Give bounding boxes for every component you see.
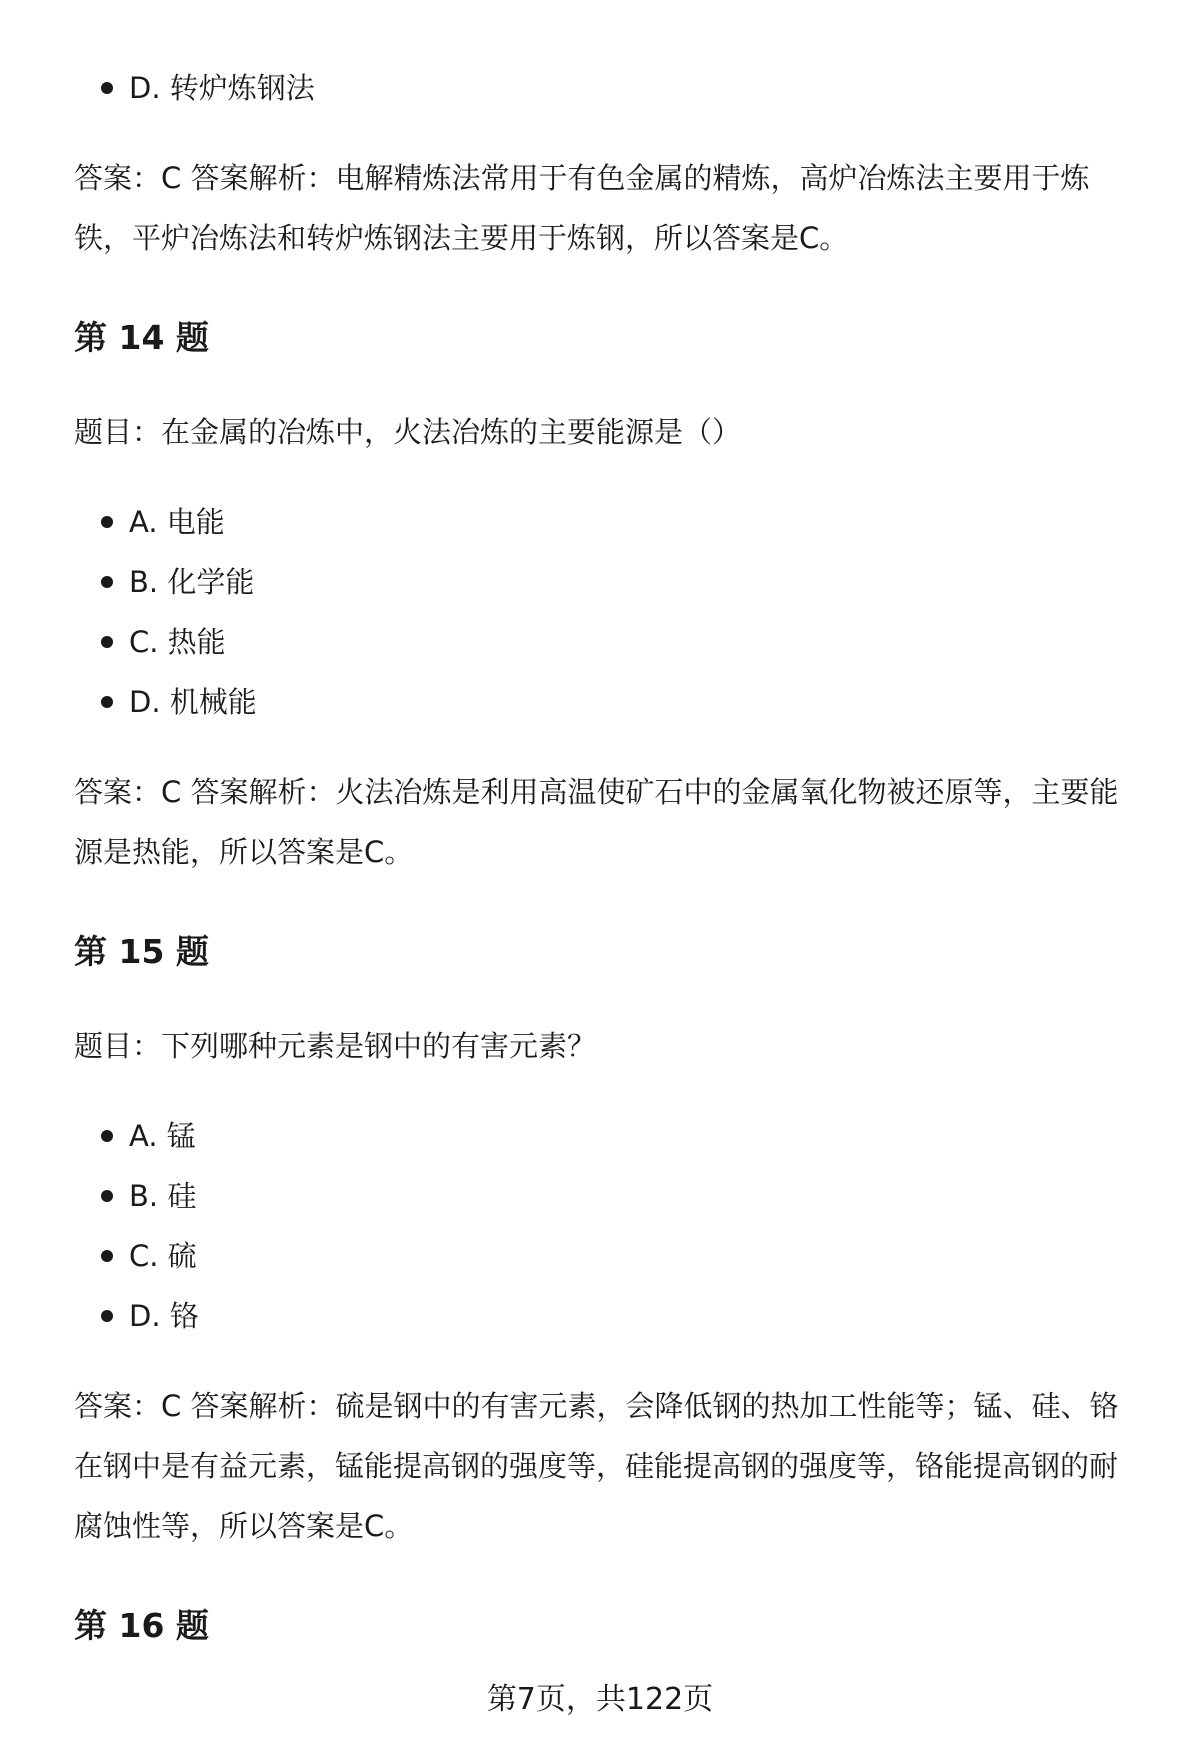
q15-option-c: C. 硫 <box>74 1226 1144 1286</box>
q14-option-c: C. 热能 <box>74 612 1144 672</box>
q16-title: 第 16 题 <box>74 1606 209 1645</box>
bullet-icon <box>101 696 113 708</box>
q13-option-d: D. 转炉炼钢法 <box>74 58 1144 118</box>
page-content <box>74 58 1144 1656</box>
q15-question: 题目：下列哪种元素是钢中的有害元素？ <box>74 1029 597 1063</box>
q15-option-b: B. 硅 <box>74 1166 1144 1226</box>
q15-answer: 答案：C 答案解析：硫是钢中的有害元素，会降低钢的热加工性能等；锰、硅、铬在钢中是有益元素，锰能提高钢的强度等，硅能提高钢的强度等，铬能提高钢的耐腐蚀性等，所以答案是C。 <box>74 1389 1119 1543</box>
page-number: 第7页，共122页 <box>486 1682 714 1717</box>
q13-options <box>74 58 1144 118</box>
q14-option-b: B. 化学能 <box>74 552 1144 612</box>
bullet-icon <box>101 1130 113 1142</box>
q14-title: 第 14 题 <box>74 318 209 357</box>
q14-option-d: D. 机械能 <box>74 672 1144 732</box>
bullet-icon <box>101 1250 113 1262</box>
q14-option-a: A. 电能 <box>74 492 1144 552</box>
q15-option-a: A. 锰 <box>74 1106 1144 1166</box>
q14-question: 题目：在金属的冶炼中，火法冶炼的主要能源是（） <box>74 415 742 449</box>
bullet-icon <box>101 636 113 648</box>
bullet-icon <box>101 576 113 588</box>
q15-title: 第 15 题 <box>74 932 209 971</box>
q15-option-d: D. 铬 <box>74 1286 1144 1346</box>
q14-answer: 答案：C 答案解析：火法冶炼是利用高温使矿石中的金属氧化物被还原等，主要能源是热能，所以答案是C。 <box>74 775 1119 869</box>
bullet-icon <box>101 516 113 528</box>
q15-options <box>74 1106 1144 1346</box>
q14-options <box>74 492 1144 732</box>
bullet-icon <box>101 1310 113 1322</box>
bullet-icon <box>101 1190 113 1202</box>
q13-answer: 答案：C 答案解析：电解精炼法常用于有色金属的精炼，高炉冶炼法主要用于炼铁，平炉冶炼法和转炉炼钢法主要用于炼钢，所以答案是C。 <box>74 161 1090 255</box>
bullet-icon <box>101 82 113 94</box>
